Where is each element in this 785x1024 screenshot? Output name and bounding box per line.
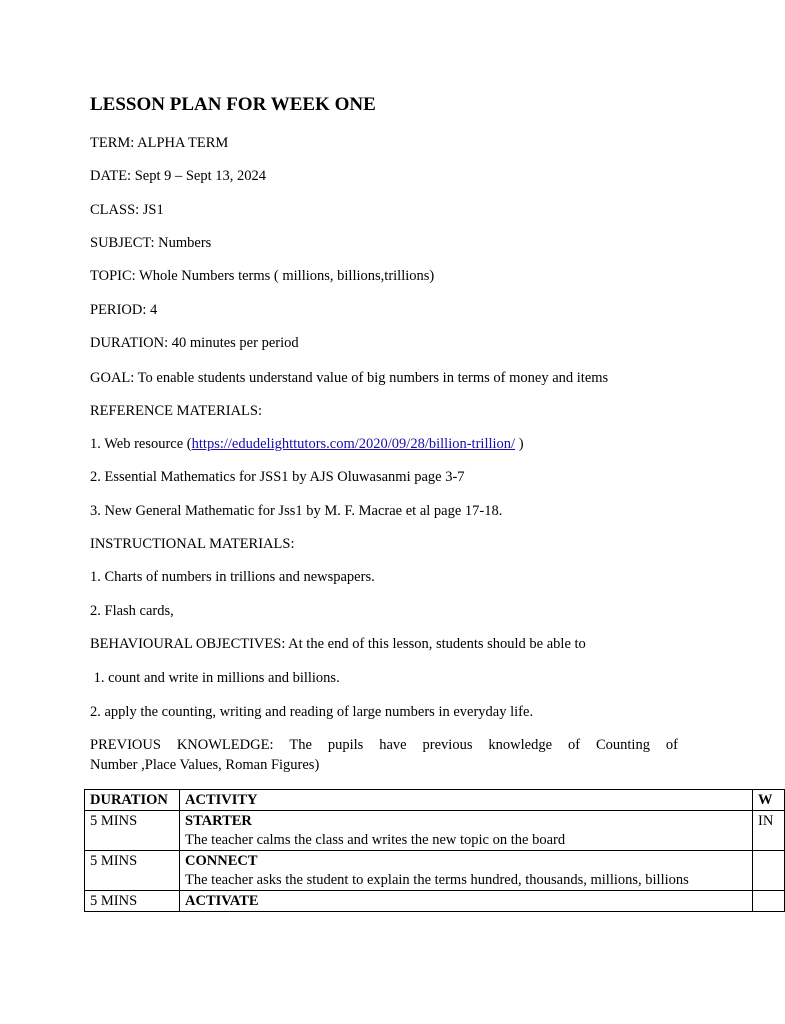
pk-word: knowledge	[488, 737, 553, 753]
pk-word: KNOWLEDGE:	[176, 737, 274, 753]
objectives-heading: BEHAVIOURAL OBJECTIVES: At the end of this lesson, students should be able to	[90, 636, 586, 652]
reference-item-1	[90, 435, 524, 453]
previous-knowledge	[90, 735, 678, 775]
row-activity	[180, 891, 753, 912]
class-line: CLASS: JS1	[90, 202, 164, 218]
previous-knowledge-line-1	[90, 735, 678, 755]
activity-description: The teacher asks the student to explain the terms hundred, thousands, millions, billions	[185, 872, 689, 888]
date-line: DATE: Sept 9 – Sept 13, 2024	[90, 168, 267, 184]
table-row	[85, 891, 785, 912]
pk-word: of	[665, 737, 678, 753]
objective-item-1: 1. count and write in millions and billions.	[90, 670, 340, 686]
reference-item-2: 2. Essential Mathematics for JSS1 by AJS Oluwasanmi page 3-7	[90, 469, 465, 485]
row-duration: 5 MINS	[85, 851, 180, 891]
reference-item-1-suffix: )	[515, 436, 524, 452]
table-row	[85, 811, 785, 851]
reference-item-1-prefix: 1. Web resource (	[90, 436, 192, 452]
column-header-w: W	[753, 790, 785, 811]
instructional-item-2: 2. Flash cards,	[90, 603, 174, 619]
activity-title: ACTIVATE	[185, 893, 259, 909]
objective-item-2: 2. apply the counting, writing and reading of large numbers in everyday life.	[90, 704, 534, 720]
reference-item-3: 3. New General Mathematic for Jss1 by M. F. Macrae et al page 17-18.	[90, 503, 503, 519]
pk-word: Counting	[595, 737, 650, 753]
activity-title: STARTER	[185, 813, 252, 829]
row-duration: 5 MINS	[85, 891, 180, 912]
column-header-activity: ACTIVITY	[180, 790, 753, 811]
web-resource-link[interactable]: https://edudelighttutors.com/2020/09/28/billion-trillion/	[191, 436, 516, 452]
row-extra	[753, 851, 785, 891]
row-activity	[180, 851, 753, 891]
row-extra: IN	[753, 811, 785, 851]
activity-description: The teacher calms the class and writes the new topic on the board	[185, 832, 566, 848]
period-line: PERIOD: 4	[90, 302, 158, 318]
lesson-activity-table	[84, 789, 785, 912]
pk-word: PREVIOUS	[90, 737, 161, 753]
pk-word: previous	[422, 737, 473, 753]
pk-word: of	[567, 737, 581, 753]
pk-word: have	[379, 737, 407, 753]
page-title: LESSON PLAN FOR WEEK ONE	[90, 94, 376, 115]
pk-word: The	[289, 737, 312, 753]
reference-heading: REFERENCE MATERIALS:	[90, 403, 262, 419]
instructional-heading: INSTRUCTIONAL MATERIALS:	[90, 536, 295, 552]
column-header-duration: DURATION	[85, 790, 180, 811]
row-duration: 5 MINS	[85, 811, 180, 851]
term-line: TERM: ALPHA TERM	[90, 135, 229, 151]
goal-line: GOAL: To enable students understand value of big numbers in terms of money and items	[90, 370, 609, 386]
topic-line: TOPIC: Whole Numbers terms ( millions, billions,trillions)	[90, 268, 435, 284]
pk-word: pupils	[327, 737, 364, 753]
row-activity	[180, 811, 753, 851]
row-extra	[753, 891, 785, 912]
previous-knowledge-line-2: Number ,Place Values, Roman Figures)	[90, 757, 320, 773]
instructional-item-1: 1. Charts of numbers in trillions and newspapers.	[90, 569, 375, 585]
activity-title: CONNECT	[185, 853, 258, 869]
table-header-row	[85, 790, 785, 811]
table-row	[85, 851, 785, 891]
duration-line: DURATION: 40 minutes per period	[90, 335, 299, 351]
subject-line: SUBJECT: Numbers	[90, 235, 212, 251]
